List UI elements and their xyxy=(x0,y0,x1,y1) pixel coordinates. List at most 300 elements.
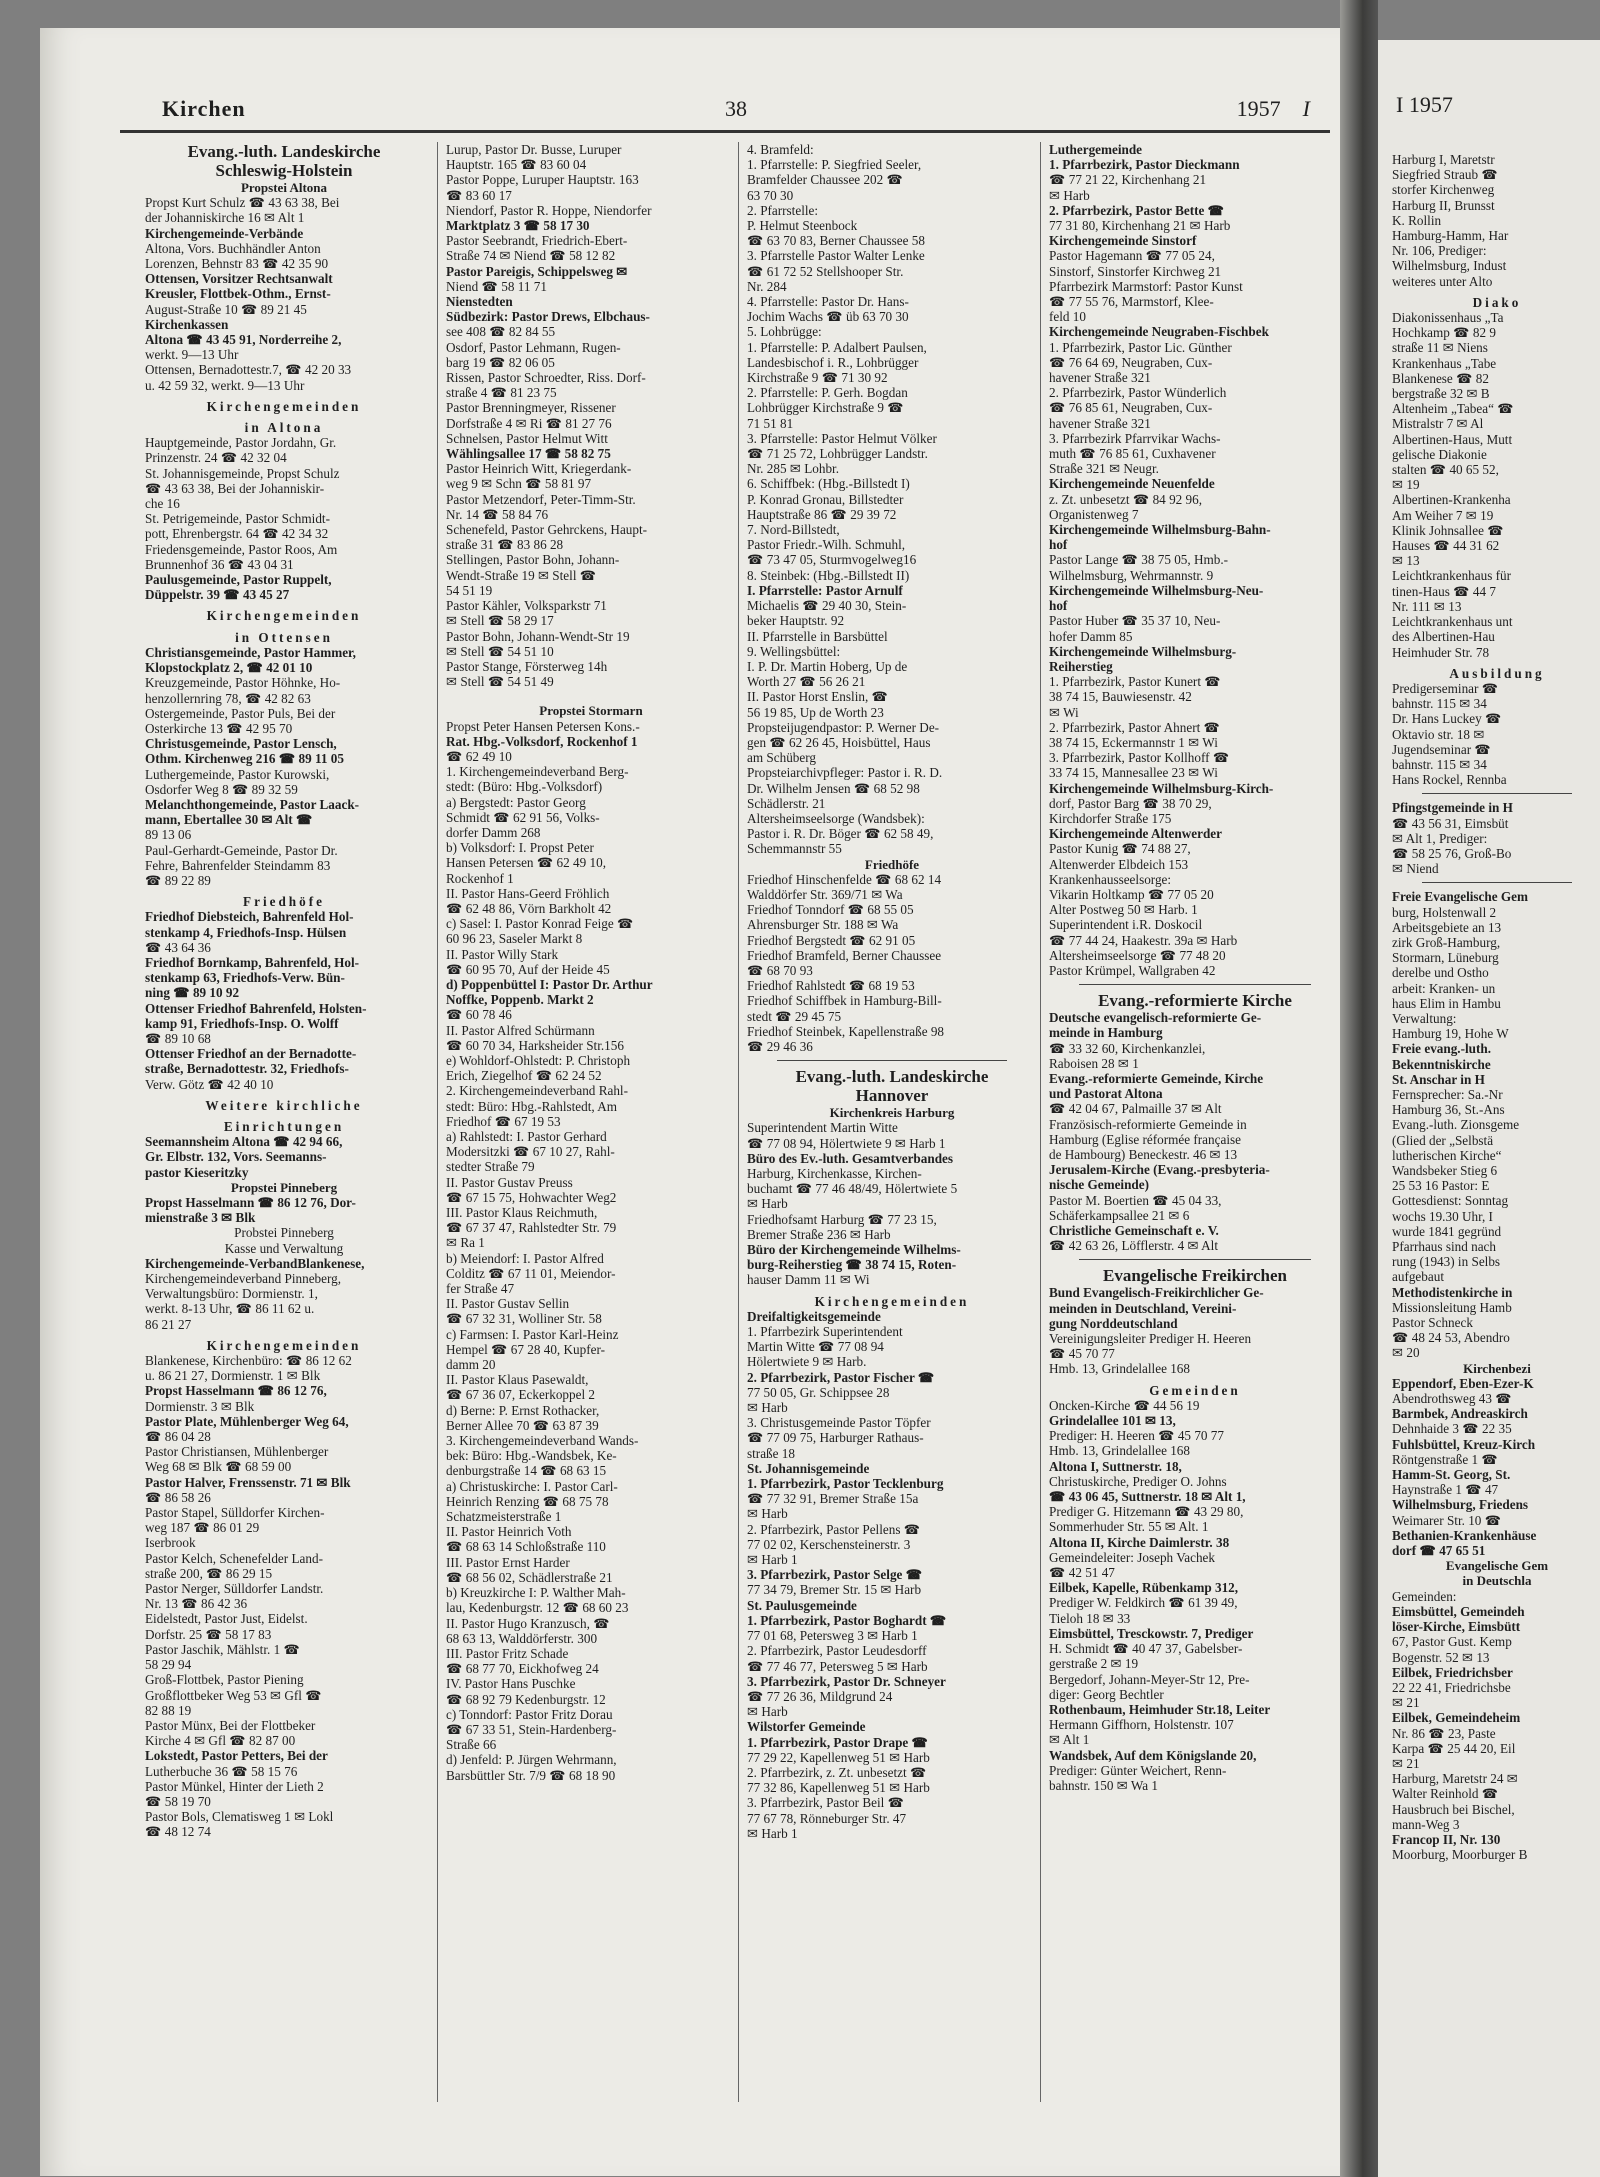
entry-line: Vereinigungsleiter Prediger H. Heeren xyxy=(1049,1331,1252,1347)
entry-line: Organistenweg 7 xyxy=(1049,506,1139,522)
entry-line: Bramfelder Chaussee 202 ☎ xyxy=(747,172,903,188)
entry-line: Heinrich Renzing ☎ 68 75 78 xyxy=(446,1493,609,1509)
entry-line: Pastor i. R. Dr. Böger ☎ 62 58 49, xyxy=(747,826,934,842)
entry-line: Gottesdienst: Sonntag xyxy=(1392,1193,1509,1209)
entry-line: straße 4 ☎ 81 23 75 xyxy=(446,385,557,401)
entry-bold-line: Pfingstgemeinde in H xyxy=(1392,800,1513,816)
entry-line: Friedhof Steinbek, Kapellenstraße 98 xyxy=(747,1023,945,1039)
entry-line: Hans Rockel, Rennba xyxy=(1392,772,1507,788)
entry-bold-line: Friedhof Bornkamp, Bahrenfeld, Hol- xyxy=(145,954,360,970)
column-3 xyxy=(738,142,1037,2102)
entry-line: des Albertinen-Hau xyxy=(1392,629,1495,645)
entry-line: Osdorfer Weg 8 ☎ 89 32 59 xyxy=(145,781,298,797)
entry-line: Alter Postweg 50 ✉ Harb. 1 xyxy=(1049,902,1198,918)
entry-line: Friedhof Hinschenfelde ☎ 68 62 14 xyxy=(747,871,942,887)
entry-line: II. Pastor Alfred Schürmann xyxy=(446,1022,595,1038)
entry-line: ☎ 67 15 75, Hohwachter Weg2 xyxy=(446,1189,617,1205)
entry-bold-line: Südbezirk: Pastor Drews, Elbchaus- xyxy=(446,309,650,325)
entry-bold-line: I. Pfarrstelle: Pastor Arnulf xyxy=(747,582,903,598)
entry-line: Dehnhaide 3 ☎ 22 35 xyxy=(1392,1421,1512,1437)
entry-line: Bremer Straße 236 ✉ Harb xyxy=(747,1226,891,1242)
entry-line: Pfarrhaus sind nach xyxy=(1392,1239,1497,1255)
entry-line: Friedhof Rahlstedt ☎ 68 19 53 xyxy=(747,978,915,994)
entry-bold-line: 3. Pfarrbezirk, Pastor Selge ☎ xyxy=(747,1567,923,1583)
entry-line: 77 01 68, Petersweg 3 ✉ Harb 1 xyxy=(747,1628,918,1644)
entry-line: Leichtkrankenhaus unt xyxy=(1392,614,1513,630)
entry-line: ✉ Harb xyxy=(747,1704,788,1720)
entry-line: bek: Büro: Hbg.-Wandsbek, Ke- xyxy=(446,1448,617,1464)
section-heading: Evangelische Freikirchen xyxy=(1102,1266,1287,1286)
entry-line: Verw. Götz ☎ 42 40 10 xyxy=(145,1076,274,1092)
entry-bold-line: Kirchengemeinde-VerbandBlankenese, xyxy=(145,1255,365,1271)
entry-line: Altenheim „Tabea“ ☎ xyxy=(1392,401,1514,417)
entry-line: 77 32 86, Kapellenweg 51 ✉ Harb xyxy=(747,1780,930,1796)
entry-line: Modersitzki ☎ 67 10 27, Rahl- xyxy=(446,1144,615,1160)
entry-line: H. Schmidt ☎ 40 47 37, Gabelsber- xyxy=(1049,1641,1243,1657)
book-gutter xyxy=(1340,0,1378,2177)
entry-bold-line: meinde in Hamburg xyxy=(1049,1025,1163,1041)
entry-line: Paul-Gerhardt-Gemeinde, Pastor Dr. xyxy=(145,842,338,858)
group-heading: Propstei Stormarn xyxy=(539,703,643,719)
entry-line: Nr. 86 ☎ 23, Paste xyxy=(1392,1725,1496,1741)
entry-line: 77 34 79, Bremer Str. 15 ✉ Harb xyxy=(747,1582,922,1598)
entry-line: ☎ 48 12 74 xyxy=(145,1824,211,1840)
entry-line: Martin Witte ☎ 77 08 94 xyxy=(747,1339,884,1355)
entry-line: straße 18 xyxy=(747,1445,795,1461)
entry-line: Pastor Kähler, Volksparkstr 71 xyxy=(446,598,607,614)
entry-line: Hausbruch bei Bischel, xyxy=(1392,1801,1515,1817)
entry-line: ☎ 76 85 61, Neugraben, Cux- xyxy=(1049,400,1213,416)
entry-bold-line: Bekenntniskirche xyxy=(1392,1056,1491,1072)
entry-line: Vikarin Holtkamp ☎ 77 05 20 xyxy=(1049,886,1214,902)
entry-line: ☎ 42 63 26, Löfflerstr. 4 ✉ Alt xyxy=(1049,1238,1218,1254)
entry-line: Pastor M. Boertien ☎ 45 04 33, xyxy=(1049,1192,1222,1208)
entry-line: henzollernring 78, ☎ 42 82 63 xyxy=(145,690,311,706)
entry-bold-line: Christliche Gemeinschaft e. V. xyxy=(1049,1223,1219,1239)
entry-line: 77 67 78, Rönneburger Str. 47 xyxy=(747,1810,907,1826)
entry-line: c) Tonndorf: Pastor Fritz Dorau xyxy=(446,1706,613,1722)
entry-line: K. Rollin xyxy=(1392,212,1442,228)
entry-line: Iserbrook xyxy=(145,1535,196,1551)
entry-line: Missionsleitung Hamb xyxy=(1392,1299,1512,1315)
entry-line: Predigerseminar ☎ xyxy=(1392,680,1499,696)
entry-line: ☎ 62 49 10 xyxy=(446,748,512,764)
entry-line: ☎ 33 32 60, Kirchenkanzlei, xyxy=(1049,1040,1206,1056)
entry-bold-line: Nienstedten xyxy=(446,294,513,310)
entry-line: storfer Kirchenweg xyxy=(1392,182,1495,198)
entry-line: Albertinen-Krankenha xyxy=(1392,492,1511,508)
entry-line: e) Wohldorf-Ohlstedt: P. Christoph xyxy=(446,1052,631,1068)
entry-line: Superintendent i.R. Doskocil xyxy=(1049,917,1203,933)
entry-line: Klinik Johnsallee ☎ xyxy=(1392,522,1504,538)
entry-line: Rockenhof 1 xyxy=(446,870,514,886)
entry-line: 77 02 02, Kerschensteinerstr. 3 xyxy=(747,1536,911,1552)
entry-line: stedt ☎ 29 45 75 xyxy=(747,1008,842,1024)
group-heading: Friedhöfe xyxy=(864,856,920,872)
entry-line: 3. Pfarrstelle Pastor Walter Lenke xyxy=(747,248,925,264)
entry-line: Schmidt ☎ 62 91 56, Volks- xyxy=(446,809,600,825)
entry-line: Harburg II, Brunsst xyxy=(1392,197,1495,213)
entry-line: 3. Pfarrstelle: Pastor Helmut Völker xyxy=(747,430,937,446)
divider xyxy=(1422,882,1572,883)
entry-line: am Schüberg xyxy=(747,750,816,766)
entry-line: Oncken-Kirche ☎ 44 56 19 xyxy=(1049,1397,1200,1413)
entry-line: ☎ 43 63 38, Bei der Johanniskir- xyxy=(145,480,325,496)
entry-line: 2. Pfarrbezirk, Pastor Pellens ☎ xyxy=(747,1521,921,1537)
entry-line: Tieloh 18 ✉ 33 xyxy=(1049,1610,1131,1626)
entry-line: Straße 321 ✉ Neugr. xyxy=(1049,461,1159,477)
page2-header: I 1957 xyxy=(1396,92,1453,117)
entry-line: II. Pastor Hans-Geerd Fröhlich xyxy=(446,885,610,901)
entry-line: 82 88 19 xyxy=(145,1702,192,1718)
entry-line: Weg 68 ✉ Blk ☎ 68 59 00 xyxy=(145,1459,292,1475)
entry-line: 2. Pfarrbezirk, Pastor Wünderlich xyxy=(1049,385,1227,401)
entry-bold-line: Bethanien-Krankenhäuse xyxy=(1392,1527,1537,1543)
entry-line: Pastor Stapel, Sülldorfer Kirchen- xyxy=(145,1505,325,1521)
entry-line: Propst Peter Hansen Petersen Kons.- xyxy=(446,718,640,734)
entry-bold-line: Freie Evangelische Gem xyxy=(1392,889,1528,905)
entry-line: ☎ 43 64 36 xyxy=(145,939,211,955)
entry-bold-line: Barmbek, Andreaskirch xyxy=(1392,1406,1528,1422)
entry-line: Prinzenstr. 24 ☎ 42 32 04 xyxy=(145,450,287,466)
entry-line: 89 13 06 xyxy=(145,827,192,843)
entry-line: ☎ 67 33 51, Stein-Hardenberg- xyxy=(446,1721,617,1737)
entry-line: Schemmannstr 55 xyxy=(747,841,842,857)
subsection-heading: Weitere kirchliche xyxy=(205,1097,363,1113)
entry-bold-line: Kirchenkassen xyxy=(145,316,229,332)
entry-line: Dormienstr. 3 ✉ Blk xyxy=(145,1398,255,1414)
entry-bold-line: Kirchengemeinde Wilhelmsburg-Kirch- xyxy=(1049,780,1274,796)
subsection-heading: Ausbildung xyxy=(1449,665,1545,681)
entry-line: Ahrensburger Str. 188 ✉ Wa xyxy=(747,917,899,933)
entry-line: ☎ 67 36 07, Eckerkoppel 2 xyxy=(446,1387,596,1403)
section-heading: Evang.-luth. Landeskirche xyxy=(795,1067,989,1087)
entry-bold-line: Kirchengemeinde Neugraben-Fischbek xyxy=(1049,324,1269,340)
entry-bold-line: Christusgemeinde, Pastor Lensch, xyxy=(145,736,337,752)
entry-line: Pastor Seebrandt, Friedrich-Ebert- xyxy=(446,233,628,249)
entry-bold-line: 2. Pfarrbezirk, Pastor Fischer ☎ xyxy=(747,1369,935,1385)
entry-bold-line: nische Gemeinde) xyxy=(1049,1177,1149,1193)
entry-line: tinen-Haus ☎ 44 7 xyxy=(1392,583,1496,599)
entry-line: u. 42 59 32, werkt. 9—13 Uhr xyxy=(145,377,305,393)
entry-bold-line: Altona II, Kirche Daimlerstr. 38 xyxy=(1049,1534,1230,1550)
entry-line: Krankenhaus „Tabe xyxy=(1392,355,1497,371)
entry-line: 8. Steinbek: (Hbg.-Billstedt II) xyxy=(747,567,910,583)
entry-bold-line: Lokstedt, Pastor Petters, Bei der xyxy=(145,1748,328,1764)
entry-line: ✉ Ra 1 xyxy=(446,1235,485,1251)
entry-line: c) Sasel: I. Pastor Konrad Feige ☎ xyxy=(446,916,634,932)
entry-line: ✉ Stell ☎ 54 51 10 xyxy=(446,643,554,659)
entry-bold-line: straße, Bernadottestr. 32, Friedhofs- xyxy=(145,1061,349,1077)
entry-bold-line: Melanchthongemeinde, Pastor Laack- xyxy=(145,796,360,812)
entry-line: rung (1943) in Selbs xyxy=(1392,1254,1501,1270)
entry-line: Hmb. 13, Grindelallee 168 xyxy=(1049,1361,1190,1377)
entry-bold-line: Kirchengemeinde Wilhelmsburg-Neu- xyxy=(1049,582,1264,598)
entry-line: Kirchengemeindeverband Pinneberg, xyxy=(145,1271,342,1287)
entry-bold-line: Dreifaltigkeitsgemeinde xyxy=(747,1308,881,1324)
entry-bold-line: 1. Pfarrbezirk, Pastor Tecklenburg xyxy=(747,1476,944,1492)
entry-line: bahnstr. 150 ✉ Wa 1 xyxy=(1049,1777,1159,1793)
entry-line: ✉ Wi xyxy=(1049,704,1079,720)
entry-line: Altenwerder Elbdeich 153 xyxy=(1049,856,1189,872)
entry-line: Pastor Kelch, Schenefelder Land- xyxy=(145,1550,323,1566)
entry-line: 3. Christusgemeinde Pastor Töpfer xyxy=(747,1415,931,1431)
entry-line: ☎ 83 60 17 xyxy=(446,187,512,203)
entry-line: Eidelstedt, Pastor Just, Eidelst. xyxy=(145,1611,308,1627)
entry-line: Pastor Christiansen, Mühlenberger xyxy=(145,1444,329,1460)
entry-line: Pastor Bohn, Johann-Wendt-Str 19 xyxy=(446,628,630,644)
entry-line: Friedhof Tonndorf ☎ 68 55 05 xyxy=(747,902,914,918)
entry-line: Diakonissenhaus „Ta xyxy=(1392,310,1504,326)
entry-line: II. Pastor Heinrich Voth xyxy=(446,1524,572,1540)
entry-line: a) Christuskirche: I. Pastor Carl- xyxy=(446,1478,618,1494)
group-heading: Propstei Pinneberg xyxy=(230,1179,338,1195)
entry-line: Altersheimseelsorge (Wandsbek): xyxy=(747,810,925,826)
entry-line: Walter Reinhold ☎ xyxy=(1392,1786,1499,1802)
entry-line: Pastor Stange, Försterweg 14h xyxy=(446,658,608,674)
entry-bold-line: Wandsbek, Auf dem Königslande 20, xyxy=(1049,1747,1257,1763)
group-heading: in Deutschla xyxy=(1462,1573,1532,1589)
entry-line: Dorfstraße 4 ✉ Ri ☎ 81 27 76 xyxy=(446,415,612,431)
entry-line: 54 51 19 xyxy=(446,582,493,598)
entry-bold-line: mann, Ebertallee 30 ✉ Alt ☎ xyxy=(145,812,313,828)
entry-line: ✉ Stell ☎ 58 29 17 xyxy=(446,613,554,629)
entry-line: bahnstr. 115 ✉ 34 xyxy=(1392,756,1487,772)
entry-bold-line: Kirchengemeinde Altenwerder xyxy=(1049,826,1222,842)
entry-line: Stellingen, Pastor Bohn, Johann- xyxy=(446,552,620,568)
entry-line: 77 50 05, Gr. Schippsee 28 xyxy=(747,1384,890,1400)
entry-line: Fehre, Bahrenfelder Steindamm 83 xyxy=(145,857,331,873)
entry-bold-line: Othm. Kirchenweg 216 ☎ 89 11 05 xyxy=(145,751,344,767)
subsection-heading: Diako xyxy=(1472,294,1522,310)
entry-line: Pastor Lange ☎ 38 75 05, Hmb.- xyxy=(1049,552,1229,568)
entry-line: Verwaltung: xyxy=(1392,1010,1457,1026)
entry-line: ☎ 60 78 46 xyxy=(446,1007,512,1023)
entry-bold-line: Rothenbaum, Heimhuder Str.18, Leiter xyxy=(1049,1701,1271,1717)
entry-bold-line: Pastor Plate, Mühlenberger Weg 64, xyxy=(145,1413,349,1429)
entry-line: Niendorf, Pastor R. Hoppe, Niendorfer xyxy=(446,202,652,218)
entry-line: 1. Pfarrbezirk Superintendent xyxy=(747,1324,903,1340)
entry-line: Albertinen-Haus, Mutt xyxy=(1392,431,1513,447)
entry-bold-line: kamp 91, Friedhofs-Insp. O. Wolff xyxy=(145,1015,339,1031)
entry-line: Walddörfer Str. 369/71 ✉ Wa xyxy=(747,886,903,902)
entry-line: ☎ 71 25 72, Lohbrügger Landstr. xyxy=(747,446,928,462)
entry-bold-line: Deutsche evangelisch-reformierte Ge- xyxy=(1049,1010,1262,1026)
entry-line: 22 22 41, Friedrichsbe xyxy=(1392,1679,1511,1695)
entry-bold-line: mienstraße 3 ✉ Blk xyxy=(145,1210,256,1226)
entry-line: Pastor Brenningmeyer, Rissener xyxy=(446,400,616,416)
entry-line: 3. Pfarrbezirk Pfarrvikar Wachs- xyxy=(1049,430,1221,446)
entry-line: Pfarrbezirk Marmstorf: Pastor Kunst xyxy=(1049,278,1243,294)
entry-line: Evang.-luth. Zionsgeme xyxy=(1392,1117,1520,1133)
entry-line: Straße 66 xyxy=(446,1737,497,1753)
entry-line: c) Farmsen: I. Pastor Karl-Heinz xyxy=(446,1326,619,1342)
entry-bold-line: Eimsbüttel, Gemeindeh xyxy=(1392,1603,1525,1619)
entry-line: 86 21 27 xyxy=(145,1316,192,1332)
entry-line: 3. Pfarrbezirk, Pastor Beil ☎ xyxy=(747,1795,905,1811)
entry-line: straße 200, ☎ 86 29 15 xyxy=(145,1565,273,1581)
entry-line: ☎ 63 70 83, Berner Chaussee 58 xyxy=(747,233,925,249)
entry-line: Gemeinden: xyxy=(1392,1588,1457,1604)
entry-line: Brunnenhof 36 ☎ 43 04 31 xyxy=(145,556,294,572)
entry-line: Propsteijugendpastor: P. Werner De- xyxy=(747,719,940,735)
entry-bold-line: Klopstockplatz 2, ☎ 42 01 10 xyxy=(145,660,313,676)
entry-line: Pastor Kunig ☎ 74 88 27, xyxy=(1049,841,1191,857)
entry-bold-line: Kirchengemeinde Wilhelmsburg- xyxy=(1049,643,1237,659)
entry-line: Friedhof Bergstedt ☎ 62 91 05 xyxy=(747,932,916,948)
entry-line: ☎ 61 72 52 Stellshooper Str. xyxy=(747,263,904,279)
entry-bold-line: Ottenser Friedhof Bahrenfeld, Holsten- xyxy=(145,1000,367,1016)
entry-line: ✉ 13 xyxy=(1392,553,1420,569)
entry-bold-line: Paulusgemeinde, Pastor Ruppelt, xyxy=(145,572,332,588)
group-heading: Kirchenkreis Harburg xyxy=(829,1105,955,1121)
entry-line: havener Straße 321 xyxy=(1049,370,1151,386)
entry-line: Abendrothsweg 43 ☎ xyxy=(1392,1391,1512,1407)
entry-line: Pastor Bols, Clematisweg 1 ✉ Lokl xyxy=(145,1809,334,1825)
entry-bold-line: Kreusler, Flottbek-Othm., Ernst- xyxy=(145,286,331,302)
entry-line: Blankenese ☎ 82 xyxy=(1392,370,1489,386)
entry-line: Stormarn, Lüneburg xyxy=(1392,950,1499,966)
entry-bold-line: Kirchengemeinde-Verbände xyxy=(145,225,304,241)
entry-line: Pastor Poppe, Luruper Hauptstr. 163 xyxy=(446,172,639,188)
entry-line: ☎ 86 04 28 xyxy=(145,1429,211,1445)
entry-line: 5. Lohbrügge: xyxy=(747,324,822,340)
entry-line: Hamburg (Eglise réformée française xyxy=(1049,1131,1241,1147)
entry-line: werkt. 9—13 Uhr xyxy=(145,347,239,363)
entry-line: Lohbrügger Kirchstraße 9 ☎ xyxy=(747,400,904,416)
entry-bold-line: Altona I, Suttnerstr. 18, xyxy=(1049,1458,1182,1474)
entry-line: ☎ 77 55 76, Marmstorf, Klee- xyxy=(1049,294,1214,310)
group-heading: Evangelische Gem xyxy=(1445,1558,1549,1574)
entry-line: 2. Pfarrbezirk, Pastor Ahnert ☎ xyxy=(1049,719,1220,735)
entry-line: Schenefeld, Pastor Gehrckens, Haupt- xyxy=(446,522,648,538)
entry-bold-line: hof xyxy=(1049,598,1068,614)
entry-line: stedter Straße 79 xyxy=(446,1159,535,1175)
entry-bold-line: Kirchengemeinde Neuenfelde xyxy=(1049,476,1215,492)
entry-bold-line: 3. Pfarrbezirk, Pastor Dr. Schneyer xyxy=(747,1673,946,1689)
entry-line: Pastor Friedr.-Wilh. Schmuhl, xyxy=(747,537,906,553)
entry-line: ☎ 68 70 93 xyxy=(747,962,813,978)
entry-line: Pastor Münkel, Hinter der Lieth 2 xyxy=(145,1778,324,1794)
entry-line: Fernsprecher: Sa.-Nr xyxy=(1392,1086,1503,1102)
entry-line: Arbeitsgebiete an 13 xyxy=(1392,919,1502,935)
entry-line: Dr. Wilhelm Jensen ☎ 68 52 98 xyxy=(747,780,920,796)
entry-line: lutherischen Kirche“ xyxy=(1392,1147,1502,1163)
entry-line: weiteres unter Alto xyxy=(1392,273,1493,289)
entry-line: see 408 ☎ 82 84 55 xyxy=(446,324,556,340)
entry-line: Karpa ☎ 25 44 20, Eil xyxy=(1392,1740,1516,1756)
entry-line: aufgebaut xyxy=(1392,1269,1444,1285)
entry-line: Osdorf, Pastor Lehmann, Rugen- xyxy=(446,339,621,355)
entry-bold-line: Pastor Pareigis, Schippelsweg ✉ xyxy=(446,263,628,279)
centered-line: Kasse und Verwaltung xyxy=(224,1240,344,1256)
entry-line: Kirchdorfer Straße 175 xyxy=(1049,810,1172,826)
entry-line: Hauptstr. 165 ☎ 83 60 04 xyxy=(446,157,587,173)
entry-bold-line: Seemannsheim Altona ☎ 42 94 66, xyxy=(145,1134,343,1150)
entry-line: 33 74 15, Mannesallee 23 ✉ Wi xyxy=(1049,765,1218,781)
entry-line: Niend ☎ 58 11 71 xyxy=(446,278,547,294)
entry-bold-line: dorf ☎ 47 65 51 xyxy=(1392,1543,1486,1559)
entry-line: haus Elim in Hambu xyxy=(1392,995,1501,1011)
entry-line: Nr. 284 xyxy=(747,278,787,294)
entry-bold-line: St. Johannisgemeinde xyxy=(747,1460,870,1476)
entry-line: Harburg I, Maretstr xyxy=(1392,152,1495,167)
entry-line: Wilhelmsburg, Wehrmannstr. 9 xyxy=(1049,567,1214,583)
entry-bold-line: Propst Hasselmann ☎ 86 12 76, xyxy=(145,1383,327,1399)
entry-line: Jugendseminar ☎ xyxy=(1392,741,1491,757)
entry-line: Erich, Ziegelhof ☎ 62 24 52 xyxy=(446,1068,602,1084)
entry-line: ☎ 77 46 77, Petersweg 5 ✉ Harb xyxy=(747,1658,928,1674)
divider xyxy=(1079,1259,1311,1260)
entry-line: diger: Georg Bechtler xyxy=(1049,1686,1164,1702)
entry-bold-line: Eilbek, Friedrichsber xyxy=(1392,1664,1513,1680)
subsection-heading: Kirchengemeinden xyxy=(814,1293,970,1309)
entry-line: stedt: Büro: Hbg.-Rahlstedt, Am xyxy=(446,1098,618,1114)
entry-line: III. Pastor Fritz Schade xyxy=(446,1645,569,1661)
entry-line: Superintendent Martin Witte xyxy=(747,1120,898,1136)
entry-line: Hauses ☎ 44 31 62 xyxy=(1392,538,1500,554)
entry-line: u. 86 21 27, Dormienstr. 1 ✉ Blk xyxy=(145,1368,321,1384)
entry-line: Luthergemeinde, Pastor Kurowski, xyxy=(145,766,330,782)
entry-line: ✉ Harb xyxy=(747,1196,788,1212)
entry-bold-line: Jerusalem-Kirche (Evang.-presbyteria- xyxy=(1049,1162,1270,1178)
entry-line: 4. Bramfeld: xyxy=(747,142,814,157)
entry-line: ✉ 21 xyxy=(1392,1755,1420,1771)
entry-line: Ostergemeinde, Pastor Puls, Bei der xyxy=(145,705,336,721)
entry-line: zirk Groß-Hamburg, xyxy=(1392,934,1501,950)
page2-column xyxy=(1392,152,1600,2112)
entry-line: Worth 27 ☎ 56 26 21 xyxy=(747,674,866,690)
entry-bold-line: löser-Kirche, Eimsbütt xyxy=(1392,1619,1521,1635)
subsection-heading: Kirchengemeinden xyxy=(206,1337,362,1353)
entry-line: Oktavio str. 18 ✉ xyxy=(1392,726,1485,742)
entry-line: 2. Pfarrstelle: P. Gerh. Bogdan xyxy=(747,385,908,401)
entry-line: der Johanniskirche 16 ✉ Alt 1 xyxy=(145,210,305,226)
entry-line: weg 9 ✉ Schn ☎ 58 81 97 xyxy=(446,476,592,492)
entry-bold-line: Propst Hasselmann ☎ 86 12 76, Dor- xyxy=(145,1195,356,1210)
entry-bold-line: Kirchengemeinde Sinstorf xyxy=(1049,233,1197,249)
entry-line: Berner Allee 70 ☎ 63 87 39 xyxy=(446,1417,599,1433)
entry-line: Gemeindeleiter: Joseph Vachek xyxy=(1049,1549,1216,1565)
entry-line: Friedhofsamt Harburg ☎ 77 23 15, xyxy=(747,1211,937,1227)
entry-line: 2. Pfarrstelle: xyxy=(747,202,819,218)
entry-bold-line: St. Paulusgemeinde xyxy=(747,1597,857,1613)
subsection-heading: in Altona xyxy=(244,420,324,436)
subsection-heading: in Ottensen xyxy=(235,629,333,645)
entry-bold-line: Gr. Elbstr. 132, Vors. Seemanns- xyxy=(145,1149,327,1165)
entry-line: Nr. 14 ☎ 58 84 76 xyxy=(446,506,549,522)
entry-line: August-Straße 10 ☎ 89 21 45 xyxy=(145,301,307,317)
entry-line: weg 187 ☎ 86 01 29 xyxy=(145,1520,260,1536)
entry-line: ✉ Harb xyxy=(747,1400,788,1416)
entry-line: feld 10 xyxy=(1049,309,1086,325)
subsection-heading: Gemeinden xyxy=(1149,1382,1241,1398)
entry-line: I. P. Dr. Martin Hoberg, Up de xyxy=(747,658,908,674)
entry-bold-line: Wilstorfer Gemeinde xyxy=(747,1719,866,1735)
entry-bold-line: Eimsbüttel, Tresckowstr. 7, Prediger xyxy=(1049,1625,1254,1641)
entry-line: 71 51 81 xyxy=(747,415,794,431)
entry-line: ☎ 60 70 34, Harksheider Str.156 xyxy=(446,1037,624,1053)
entry-line: Mistralstr 7 ✉ Al xyxy=(1392,416,1484,432)
entry-line: Moorburg, Moorburger B xyxy=(1392,1847,1528,1863)
entry-line: gelische Diakonie xyxy=(1392,446,1487,462)
entry-line: 38 74 15, Bauwiesenstr. 42 xyxy=(1049,689,1192,705)
entry-line: Dorfstr. 25 ☎ 58 17 83 xyxy=(145,1626,272,1642)
entry-bold-line: Christiansgemeinde, Pastor Hammer, xyxy=(145,644,356,660)
entry-bold-line: Kirchengemeinde Wilhelmsburg-Bahn- xyxy=(1049,522,1271,538)
entry-line: Pastor Nerger, Sülldorfer Landstr. xyxy=(145,1581,324,1597)
entry-bold-line: Ottensen, Vorsitzer Rechtsanwalt xyxy=(145,271,333,287)
